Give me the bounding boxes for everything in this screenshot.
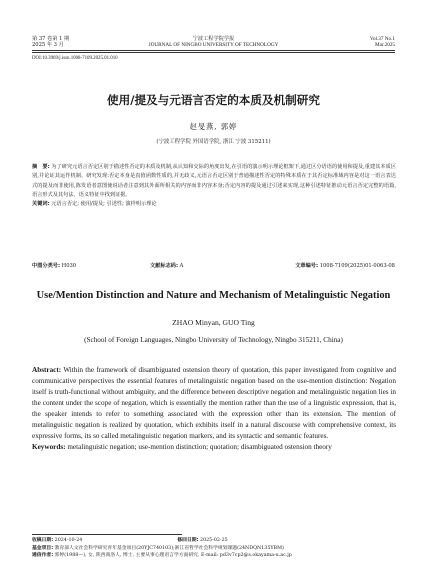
- abstract-cn-label: 摘 要:: [32, 164, 50, 170]
- keywords-en-text: metalinguistic negation; use-mention distinction; quotation; disambiguated ostension theory: [67, 442, 332, 451]
- footnote-fund: [32, 545, 396, 553]
- article-no-label: 文章编号:: [295, 263, 319, 269]
- clc-label: 中图分类号:: [32, 263, 61, 269]
- footnotes: [32, 537, 396, 560]
- fund-text: 教育部人文社会科学研究青年基金项目(20YJC740103);浙江省哲学社会科学规划课题(24NDQN135YBM): [54, 545, 284, 551]
- article-number: [295, 262, 395, 269]
- received-label: 收稿日期:: [32, 538, 54, 543]
- affiliation-cn: (宁波工程学院 外国语学院, 浙江 宁波 315211): [156, 139, 271, 145]
- abstract-en-label: Abstract:: [32, 366, 62, 374]
- fund-label: 基金项目:: [32, 545, 54, 551]
- clc-number: [32, 262, 76, 269]
- authors-cn: 赵旻燕, 郭婷: [189, 122, 238, 131]
- article-title-en: Use/Mention Distinction and Nature and Mechanism of Metalinguistic Negation: [36, 290, 391, 301]
- clc-value: H030: [61, 263, 77, 269]
- footnote-dates: [32, 537, 396, 545]
- journal-name-en: JOURNAL OF NINGBO UNIVERSITY OF TECHNOLOGY: [148, 42, 279, 48]
- footnote-author: [32, 552, 396, 560]
- journal-volume-issue-en: Vol.37 No.1: [369, 36, 395, 42]
- abstract-en: [32, 365, 396, 453]
- abstract-cn-text: 为了研究元语言否定区别于描述性否定的本质及机制,从认知和交际的角度出发,在引语的演示明示理论框架下,通过区分语语的使用和提及,重建其本质区别,并论证其运作机制、研究发现:否定本身是真值函数性质的,并无歧义,元语言否定区别于普通描述性否定的特殊本质在于其否定标准域内容是对这一语言表达式的提及而非使用,陈发语者意图使说话者注意到其外面所相关的内容而非内容本身;否定内容的提及通过引述来实现,这种引述特征推动元语言否定完整的语篇,语言形式及其句法、语义特征中找到证据。: [32, 164, 396, 198]
- doi-line: DOI:10.3969/j.issn.1008-7109.2025.01.010: [32, 56, 118, 61]
- article-title-cn: 使用/提及与元语言否定的本质及机制研究: [107, 93, 320, 107]
- document-code: [150, 262, 183, 269]
- doc-code-label: 文献标志码:: [150, 263, 179, 269]
- affiliation-en: (School of Foreign Languages, Ningbo University of Technology, Ningbo 315211, China): [84, 336, 343, 344]
- journal-name-cn: 宁波工程学院学报: [192, 36, 235, 42]
- doc-code-value: A: [179, 263, 184, 269]
- revised-label: 修回日期:: [177, 538, 199, 543]
- footnote-divider: [32, 534, 182, 535]
- revised-date: 2025-02-25: [200, 538, 228, 543]
- keywords-cn: [32, 200, 396, 209]
- keywords-cn-label: 关键词:: [32, 201, 50, 208]
- journal-volume-issue-cn: 第 37 卷第 1 期: [32, 36, 70, 42]
- received-date: 2024-10-24: [54, 538, 83, 543]
- header-divider-thin: [32, 52, 395, 53]
- keywords-cn-text: 元语言否定; 使用/提及; 引述性; 演样明示理论: [51, 201, 157, 208]
- authors-en: ZHAO Minyan, GUO Ting: [172, 318, 255, 327]
- article-no-value: 1008-7109(2025)01-0063-08: [319, 263, 395, 269]
- keywords-en: [32, 442, 396, 453]
- journal-date-en: Mar.2025: [374, 42, 395, 48]
- abstract-en-text: Within the framework of disambiguated ostension theory of quotation, this paper investigated from cognitive and communicative perspectives the essential features of metalinguistic negation based on the use-mention distinction: Negation itself is truth-functional without ambiguity, and the difference between descriptive negation and metalinguistic negation lies in the content under the scope of negation, which is essentially the mention rather than the use of a linguistic expression, that is, the speaker intends to refer to something associated with the expression other than its extension. The mention of metalinguistic negation is realized by quotation, which exhibits itself in a natural discourse with comprehensive context, its expressive forms, its so called metalinguistic negation markers, and its syntactic and semantic features.: [32, 366, 396, 440]
- corresponding-author-text: 郭婷(1988—), 女, 陕西商洛人, 博士, 主要从事心理语言学方面研究, E-mail: pd3v7cp2@s.okayama-u.ac.jp: [54, 553, 292, 559]
- header-divider: [32, 50, 395, 51]
- corresponding-author-label: 通信作者:: [32, 553, 54, 559]
- journal-date-cn: 2025 年 3 月: [32, 42, 64, 48]
- keywords-en-label: Keywords:: [32, 442, 66, 451]
- abstract-cn: [32, 163, 396, 209]
